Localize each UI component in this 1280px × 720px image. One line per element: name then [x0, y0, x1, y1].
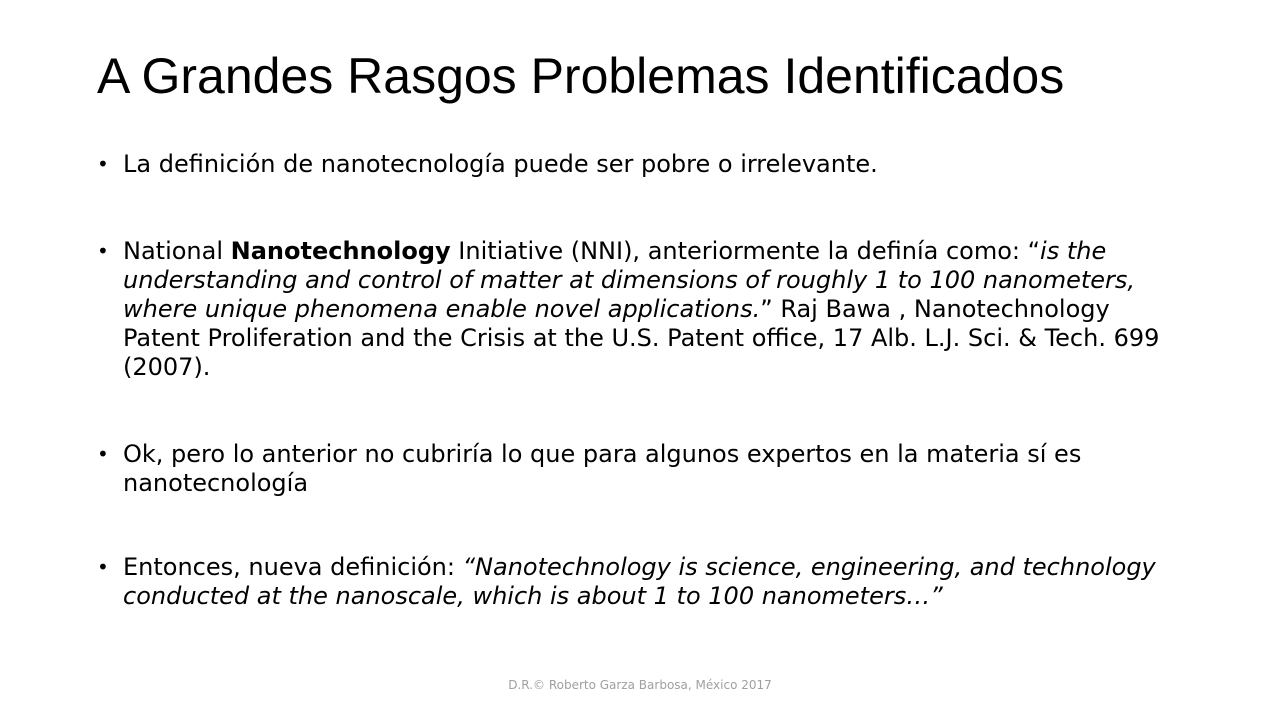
- bullet-text: Ok, pero lo anterior no cubriría lo que para algunos expertos en la materia sí es nanotecnología: [123, 440, 1082, 497]
- citation-text: ” Raj Bawa , Nanotechnology Patent Proliferation and the Crisis at the U.S. Patent office, 17 Alb. L.J. Sci. & Tech. 699 (2007).: [123, 295, 1160, 381]
- bullet-text-part: National: [123, 237, 231, 265]
- nni-quote: is the understanding and control of matter at dimensions of roughly 1 to 100 nanometers, where unique phenomena enable novel applications.: [123, 237, 1136, 323]
- bullet-list: [97, 150, 1187, 611]
- bullet-item-experts: [97, 440, 1187, 498]
- bullet-text-bold: Nanotechnology: [230, 237, 451, 265]
- bullet-item-nni-definition: [97, 237, 1187, 382]
- bullet-icon: •: [97, 239, 109, 263]
- bullet-text: [123, 237, 1187, 382]
- bullet-text: [123, 553, 1187, 611]
- bullet-text-part: Initiative (NNI), anteriormente la definía como: “: [450, 237, 1041, 265]
- bullet-icon: •: [97, 152, 109, 176]
- footer-copyright: D.R.© Roberto Garza Barbosa, México 2017: [508, 678, 772, 692]
- slide-title: A Grandes Rasgos Problemas Identificados: [97, 48, 1065, 104]
- bullet-item-definition-poor: [97, 150, 1187, 179]
- new-definition-quote: “Nanotechnology is science, engineering, and technology conducted at the nanoscale, which is about 1 to 100 nanometers…”: [123, 553, 1156, 610]
- bullet-text-part: Entonces, nueva definición:: [123, 553, 463, 581]
- bullet-icon: •: [97, 442, 109, 466]
- bullet-text: La definición de nanotecnología puede ser pobre o irrelevante.: [123, 150, 878, 178]
- bullet-icon: •: [97, 555, 109, 579]
- bullet-item-new-definition: [97, 553, 1187, 611]
